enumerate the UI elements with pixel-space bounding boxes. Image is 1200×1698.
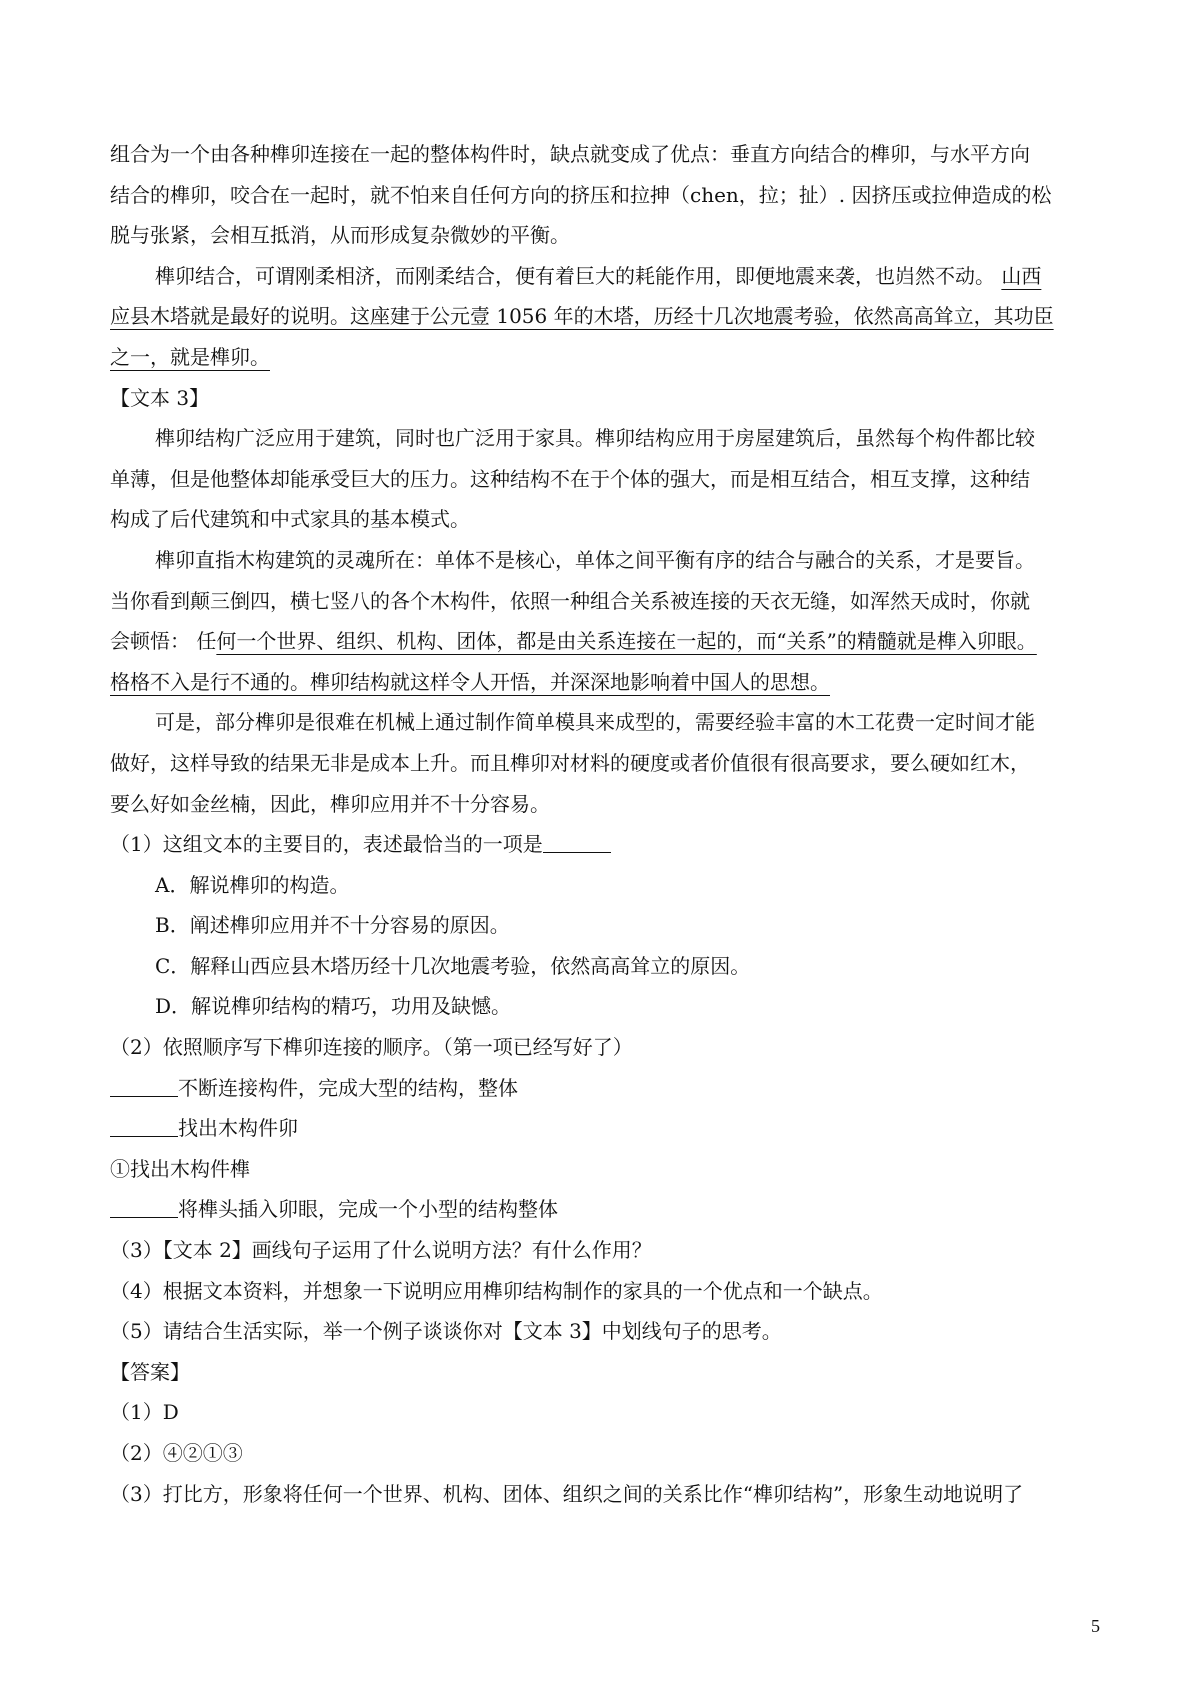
text-line	[110, 621, 1100, 662]
document-page	[110, 134, 1100, 1514]
answer-3: （3）打比方，形象将任何一个世界、机构、团体、组织之间的关系比作“榫卯结构”，形象生动地说明了	[110, 1481, 1024, 1506]
paragraph-a	[110, 134, 1100, 256]
text-line: 要么好如金丝楠，因此，榫卯应用并不十分容易。	[110, 791, 550, 816]
text-line: 可是，部分榫卯是很难在机械上通过制作简单模具来成型的，需要经验丰富的木工花费一定时间才能	[155, 710, 1035, 735]
text-line	[110, 337, 1100, 378]
answer-blank	[543, 830, 611, 853]
answer-2: （2）④②①③	[110, 1441, 243, 1465]
sequence-step: ①找出木构件榫	[110, 1156, 250, 1181]
step-text: 将榫头插入卯眼，完成一个小型的结构整体	[178, 1197, 558, 1222]
question-2	[110, 1027, 1100, 1230]
answer-1: （1）D	[110, 1400, 179, 1425]
question-stem	[110, 824, 1100, 865]
option-d: D．解说榫卯结构的精巧，功用及缺憾。	[155, 994, 512, 1019]
answer-blank	[110, 1195, 178, 1218]
answer-blank	[110, 1074, 178, 1097]
page-number: 5	[1091, 1616, 1100, 1636]
question-1-text: （1）这组文本的主要目的，表述最恰当的一项是	[110, 832, 543, 857]
question-3: （3）【文本 2】画线句子运用了什么说明方法？有什么作用？	[110, 1238, 652, 1263]
answer-blank	[110, 1114, 178, 1137]
paragraph-e	[110, 702, 1100, 824]
option-c: C．解释山西应县木塔历经十几次地震考验，依然高高耸立的原因。	[155, 953, 751, 978]
text-line: 做好，这样导致的结果无非是成本上升。而且榫卯对材料的硬度或者价值很有很高要求，要么硬如红木，	[110, 750, 1030, 775]
text-line: 结合的榫卯，咬合在一起时，就不怕来自任何方向的挤压和拉抻（chen，拉；扯）. 因挤压或拉伸造成的松	[110, 182, 1052, 207]
text-line: 当你看到颠三倒四，横七竖八的各个木构件，依照一种组合关系被连接的天衣无缝，如浑然天成时，你就	[110, 588, 1030, 613]
sequence-step	[110, 1108, 1100, 1149]
question-1	[110, 824, 1100, 1027]
underlined-sentence: 山西	[1001, 263, 1042, 288]
underlined-sentence: 格格不入是行不通的。榫卯结构就这样令人开悟，并深深地影响着中国人的思想。	[110, 669, 830, 694]
paragraph-c	[110, 418, 1100, 540]
question-5: （5）请结合生活实际，举一个例子谈谈你对【文本 3】中划线句子的思考。	[110, 1319, 782, 1344]
underlined-sentence: 之一，就是榫卯。	[110, 344, 270, 369]
paragraph-b	[110, 256, 1100, 378]
plain-text: 会顿悟： 任	[110, 629, 217, 654]
text-line: 榫卯直指木构建筑的灵魂所在：单体不是核心，单体之间平衡有序的结合与融合的关系，才是要旨。	[155, 547, 1035, 572]
text-line	[110, 256, 1100, 297]
paragraph-d	[110, 540, 1100, 702]
step-text: 找出木构件卯	[178, 1116, 298, 1141]
answer-heading: 【答案】	[110, 1359, 190, 1384]
text3-heading: 【文本 3】	[110, 385, 210, 410]
text-line	[110, 662, 1100, 703]
text-line: 构成了后代建筑和中式家具的基本模式。	[110, 507, 470, 532]
option-a: A．解说榫卯的构造。	[155, 872, 350, 897]
step-text: 不断连接构件，完成大型的结构，整体	[178, 1075, 518, 1100]
option-b: B．阐述榫卯应用并不十分容易的原因。	[155, 913, 510, 938]
text-line	[110, 296, 1100, 337]
sequence-step	[110, 1068, 1100, 1109]
text-line: 组合为一个由各种榫卯连接在一起的整体构件时，缺点就变成了优点：垂直方向结合的榫卯，与水平方向	[110, 142, 1030, 166]
underlined-sentence: 何一个世界、组织、机构、团体，都是由关系连接在一起的，而“关系”的精髓就是榫入卯眼。	[216, 629, 1037, 654]
plain-text: 榫卯结合，可谓刚柔相济，而刚柔结合，便有着巨大的耗能作用，即便地震来袭，也岿然不动。	[155, 263, 1002, 288]
text-line: 榫卯结构广泛应用于建筑，同时也广泛用于家具。榫卯结构应用于房屋建筑后，虽然每个构件都比较	[155, 426, 1035, 451]
sequence-step	[110, 1189, 1100, 1230]
text-line: 脱与张紧，会相互抵消，从而形成复杂微妙的平衡。	[110, 223, 570, 248]
text-line: 单薄，但是他整体却能承受巨大的压力。这种结构不在于个体的强大，而是相互结合，相互支撑，这种结	[110, 466, 1030, 491]
question-stem: （2）依照顺序写下榫卯连接的顺序。（第一项已经写好了）	[110, 1035, 633, 1060]
underlined-sentence: 应县木塔就是最好的说明。这座建于公元壹 1056 年的木塔，历经十几次地震考验，依然高高耸立，其功臣	[110, 304, 1054, 329]
question-4: （4）根据文本资料，并想象一下说明应用榫卯结构制作的家具的一个优点和一个缺点。	[110, 1278, 883, 1303]
